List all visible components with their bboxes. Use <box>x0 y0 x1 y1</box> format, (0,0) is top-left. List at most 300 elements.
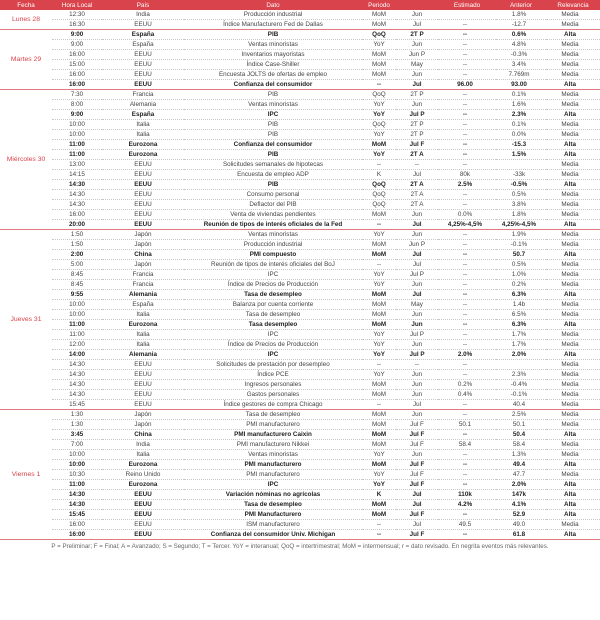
cell-relevancia: Media <box>546 130 600 140</box>
table-row <box>0 80 600 90</box>
cell-pais: España <box>102 30 184 40</box>
cell-anterior: 1.0% <box>496 270 546 280</box>
cell-estimado: -- <box>438 260 496 270</box>
cell-pais: Italia <box>102 340 184 350</box>
cell-hora: 10:30 <box>52 470 102 480</box>
cell-estimado: -- <box>438 160 496 170</box>
cell-dato: PIB <box>184 30 362 40</box>
cell-hora: 1:30 <box>52 410 102 420</box>
table-row <box>0 170 600 180</box>
cell-periodo-2: 2T P <box>396 30 438 40</box>
cell-dato: Encuesta JOLTS de ofertas de empleo <box>184 70 362 80</box>
cell-relevancia: Media <box>546 520 600 530</box>
cell-periodo-2: 2T A <box>396 180 438 190</box>
cell-pais: EEUU <box>102 50 184 60</box>
cell-periodo: -- <box>362 80 396 90</box>
cell-anterior: 50.7 <box>496 250 546 260</box>
cell-estimado: -- <box>438 200 496 210</box>
cell-pais: EEUU <box>102 200 184 210</box>
table-row <box>0 10 600 20</box>
table-row <box>0 420 600 430</box>
cell-hora: 8:00 <box>52 100 102 110</box>
cell-relevancia: Media <box>546 310 600 320</box>
cell-periodo: QoQ <box>362 180 396 190</box>
table-row <box>0 340 600 350</box>
cell-periodo: YoY <box>362 340 396 350</box>
table-row <box>0 370 600 380</box>
cell-dato: PMI manufacturero <box>184 420 362 430</box>
cell-estimado: -- <box>438 290 496 300</box>
cell-pais: Eurozona <box>102 320 184 330</box>
cell-dato: ISM manufacturero <box>184 520 362 530</box>
cell-pais: EEUU <box>102 170 184 180</box>
cell-pais: EEUU <box>102 370 184 380</box>
cell-pais: Reino Unido <box>102 470 184 480</box>
cell-periodo: MoM <box>362 430 396 440</box>
cell-anterior: 61.8 <box>496 530 546 540</box>
table-row <box>0 500 600 510</box>
cell-pais: Eurozona <box>102 150 184 160</box>
cell-periodo-2: Jun <box>396 70 438 80</box>
table-row <box>0 280 600 290</box>
cell-periodo: YoY <box>362 130 396 140</box>
cell-hora: 12:30 <box>52 10 102 20</box>
cell-periodo: YoY <box>362 100 396 110</box>
cell-hora: 16:00 <box>52 530 102 540</box>
cell-hora: 9:55 <box>52 290 102 300</box>
cell-relevancia: Media <box>546 340 600 350</box>
cell-pais: India <box>102 440 184 450</box>
cell-anterior: 1.4b <box>496 300 546 310</box>
footnote: P = Preliminar; F = Final; A = Avanzado; S = Segundo; T = Tercer. YoY = interanual; QoQ = intertrimestral; MoM = intermensual; r = dato revisado. En negrita eventos más relevantes. <box>51 543 549 550</box>
cell-periodo-2: Jul P <box>396 330 438 340</box>
cell-anterior: 1.7% <box>496 330 546 340</box>
cell-dato: Ingresos personales <box>184 380 362 390</box>
cell-anterior: 49.4 <box>496 460 546 470</box>
table-row <box>0 190 600 200</box>
cell-dato: PMI manufacturero Nikkei <box>184 440 362 450</box>
cell-periodo-2: Jul <box>396 520 438 530</box>
cell-estimado: 50.1 <box>438 420 496 430</box>
cell-estimado: -- <box>438 60 496 70</box>
cell-periodo-2: Jul <box>396 80 438 90</box>
table-row <box>0 440 600 450</box>
cell-estimado: 0.0% <box>438 210 496 220</box>
cell-dato: Deflactor del PIB <box>184 200 362 210</box>
cell-hora: 9:00 <box>52 40 102 50</box>
cell-anterior: 147k <box>496 490 546 500</box>
cell-anterior: 2.0% <box>496 350 546 360</box>
cell-pais: EEUU <box>102 190 184 200</box>
cell-anterior: 6.5% <box>496 310 546 320</box>
cell-hora: 16:00 <box>52 520 102 530</box>
cell-periodo: YoY <box>362 270 396 280</box>
cell-pais: Italia <box>102 120 184 130</box>
cell-pais: España <box>102 110 184 120</box>
cell-hora: 10:00 <box>52 460 102 470</box>
cell-periodo-2: Jul <box>396 490 438 500</box>
cell-dato: Venta de viviendas pendientes <box>184 210 362 220</box>
cell-estimado: -- <box>438 310 496 320</box>
cell-hora: 15:45 <box>52 510 102 520</box>
cell-hora: 10:00 <box>52 450 102 460</box>
cell-relevancia: Alta <box>546 510 600 520</box>
cell-pais: Italia <box>102 310 184 320</box>
table-row <box>0 520 600 530</box>
cell-hora: 14:30 <box>52 500 102 510</box>
table-row <box>0 360 600 370</box>
cell-anterior: 50.1 <box>496 420 546 430</box>
header-fecha: Fecha <box>0 0 52 10</box>
cell-pais: EEUU <box>102 530 184 540</box>
cell-pais: China <box>102 430 184 440</box>
cell-pais: Italia <box>102 130 184 140</box>
cell-anterior: -0.1% <box>496 390 546 400</box>
cell-periodo-2: Jun P <box>396 50 438 60</box>
cell-dato: PMI compuesto <box>184 250 362 260</box>
cell-anterior: 1.7% <box>496 340 546 350</box>
cell-estimado: 110k <box>438 490 496 500</box>
cell-relevancia: Media <box>546 450 600 460</box>
cell-periodo: MoM <box>362 380 396 390</box>
cell-relevancia: Alta <box>546 110 600 120</box>
cell-estimado: 80k <box>438 170 496 180</box>
cell-hora: 14:30 <box>52 380 102 390</box>
cell-periodo: MoM <box>362 440 396 450</box>
cell-relevancia: Media <box>546 120 600 130</box>
cell-periodo: MoM <box>362 390 396 400</box>
cell-estimado: -- <box>438 140 496 150</box>
cell-hora: 14:15 <box>52 170 102 180</box>
cell-relevancia: Alta <box>546 460 600 470</box>
cell-estimado: -- <box>438 270 496 280</box>
cell-periodo-2: 2T A <box>396 150 438 160</box>
cell-pais: Alemania <box>102 100 184 110</box>
header-relevancia: Relevancia <box>546 0 600 10</box>
cell-hora: 1:50 <box>52 230 102 240</box>
cell-periodo-2: Jul F <box>396 430 438 440</box>
cell-periodo-2: Jun <box>396 310 438 320</box>
cell-anterior: 50.4 <box>496 430 546 440</box>
table-row <box>0 410 600 420</box>
cell-estimado: 4,25%-4,5% <box>438 220 496 230</box>
cell-periodo-2: 2T P <box>396 90 438 100</box>
cell-estimado: 49.5 <box>438 520 496 530</box>
cell-periodo-2: Jun P <box>396 240 438 250</box>
cell-periodo-2: -- <box>396 160 438 170</box>
cell-dato: Confianza del consumidor <box>184 80 362 90</box>
cell-anterior: -0.1% <box>496 240 546 250</box>
cell-pais: Alemania <box>102 290 184 300</box>
cell-hora: 9:00 <box>52 110 102 120</box>
cell-estimado: -- <box>438 510 496 520</box>
cell-dato: Confianza del consumidor <box>184 140 362 150</box>
cell-pais: EEUU <box>102 60 184 70</box>
table-row <box>0 50 600 60</box>
cell-estimado: -- <box>438 240 496 250</box>
cell-periodo-2: 2T A <box>396 200 438 210</box>
cell-dato: PMI Manufacturero <box>184 510 362 520</box>
table-row <box>0 260 600 270</box>
header-hora: Hora Local <box>52 0 102 10</box>
table-row <box>0 490 600 500</box>
cell-anterior: 47.7 <box>496 470 546 480</box>
cell-estimado: 0.2% <box>438 380 496 390</box>
cell-periodo-2: Jul <box>396 500 438 510</box>
table-row <box>0 150 600 160</box>
cell-anterior: 49.0 <box>496 520 546 530</box>
cell-dato: Índice de Precios de Producción <box>184 280 362 290</box>
cell-relevancia: Media <box>546 260 600 270</box>
cell-anterior: 0.1% <box>496 120 546 130</box>
cell-estimado: -- <box>438 120 496 130</box>
table-row <box>0 460 600 470</box>
cell-periodo-2: Jun <box>396 280 438 290</box>
cell-relevancia: Media <box>546 440 600 450</box>
cell-estimado: -- <box>438 250 496 260</box>
cell-anterior: 6.3% <box>496 290 546 300</box>
table-row <box>0 180 600 190</box>
header-dato: Dato <box>184 0 362 10</box>
cell-periodo-2: Jul <box>396 170 438 180</box>
table-row <box>0 330 600 340</box>
cell-periodo: MoM <box>362 70 396 80</box>
cell-periodo-2: Jun <box>396 100 438 110</box>
cell-dato: Solicitudes semanales de hipotecas <box>184 160 362 170</box>
cell-relevancia: Alta <box>546 530 600 540</box>
cell-relevancia: Media <box>546 470 600 480</box>
cell-dato: Inventarios mayoristas <box>184 50 362 60</box>
cell-relevancia: Media <box>546 70 600 80</box>
cell-anterior: -0.5% <box>496 180 546 190</box>
cell-hora: 7:30 <box>52 90 102 100</box>
cell-periodo-2: Jul F <box>396 440 438 450</box>
cell-relevancia: Alta <box>546 350 600 360</box>
cell-relevancia: Alta <box>546 500 600 510</box>
cell-pais: EEUU <box>102 380 184 390</box>
table-row <box>0 90 600 100</box>
cell-hora: 11:00 <box>52 150 102 160</box>
cell-periodo: -- <box>362 220 396 230</box>
cell-relevancia: Media <box>546 360 600 370</box>
cell-periodo: YoY <box>362 150 396 160</box>
cell-estimado: -- <box>438 530 496 540</box>
cell-dato: PIB <box>184 130 362 140</box>
cell-relevancia: Alta <box>546 320 600 330</box>
cell-periodo-2: Jul <box>396 400 438 410</box>
cell-anterior: 7.769m <box>496 70 546 80</box>
cell-relevancia: Media <box>546 330 600 340</box>
cell-anterior: 1.9% <box>496 230 546 240</box>
cell-relevancia: Media <box>546 270 600 280</box>
cell-periodo: MoM <box>362 20 396 30</box>
table-row <box>0 140 600 150</box>
cell-dato: Confianza del consumidor Univ. Michigan <box>184 530 362 540</box>
table-row <box>0 470 600 480</box>
table-row <box>0 480 600 490</box>
table-row <box>0 450 600 460</box>
cell-estimado: 4.2% <box>438 500 496 510</box>
cell-periodo-2: Jun <box>396 230 438 240</box>
cell-hora: 16:00 <box>52 210 102 220</box>
cell-hora: 14:30 <box>52 390 102 400</box>
cell-relevancia: Media <box>546 200 600 210</box>
cell-dato: Tasa de desempleo <box>184 500 362 510</box>
cell-anterior: 1.5% <box>496 150 546 160</box>
cell-periodo-2: Jun <box>396 10 438 20</box>
cell-dato: Solicitudes de prestación por desempleo <box>184 360 362 370</box>
header-anterior: Anterior <box>496 0 546 10</box>
cell-periodo-2: -- <box>396 360 438 370</box>
cell-periodo: -- <box>362 260 396 270</box>
table-row <box>0 530 600 540</box>
cell-relevancia: Media <box>546 60 600 70</box>
cell-periodo-2: Jun <box>396 450 438 460</box>
cell-estimado: -- <box>438 400 496 410</box>
cell-pais: Francia <box>102 90 184 100</box>
cell-relevancia: Media <box>546 100 600 110</box>
table-row <box>0 250 600 260</box>
cell-dato: Ventas minoristas <box>184 450 362 460</box>
cell-periodo-2: Jul P <box>396 350 438 360</box>
cell-periodo: MoM <box>362 420 396 430</box>
cell-pais: Eurozona <box>102 140 184 150</box>
cell-pais: EEUU <box>102 400 184 410</box>
cell-hora: 14:00 <box>52 350 102 360</box>
cell-estimado: -- <box>438 130 496 140</box>
cell-hora: 7:00 <box>52 440 102 450</box>
table-row <box>0 40 600 50</box>
cell-dato: Gastos personales <box>184 390 362 400</box>
cell-dato: Tasa de desempleo <box>184 290 362 300</box>
cell-periodo-2: Jun <box>396 40 438 50</box>
cell-periodo-2: Jun <box>396 320 438 330</box>
cell-periodo-2: Jul F <box>396 510 438 520</box>
cell-periodo-2: Jul <box>396 250 438 260</box>
cell-estimado <box>438 10 496 20</box>
cell-dato: PMI manufacturero Caixin <box>184 430 362 440</box>
cell-relevancia: Media <box>546 400 600 410</box>
cell-periodo-2: Jul P <box>396 270 438 280</box>
cell-relevancia: Media <box>546 210 600 220</box>
cell-periodo: MoM <box>362 300 396 310</box>
cell-pais: Japón <box>102 240 184 250</box>
cell-anterior: 1.6% <box>496 100 546 110</box>
header-row <box>0 0 600 10</box>
cell-pais: EEUU <box>102 220 184 230</box>
cell-pais: Japón <box>102 230 184 240</box>
cell-periodo: QoQ <box>362 90 396 100</box>
cell-dato: IPC <box>184 330 362 340</box>
cell-anterior: -33k <box>496 170 546 180</box>
cell-periodo: MoM <box>362 240 396 250</box>
cell-periodo: YoY <box>362 470 396 480</box>
cell-periodo-2: Jul <box>396 220 438 230</box>
cell-estimado: -- <box>438 30 496 40</box>
cell-pais: EEUU <box>102 500 184 510</box>
cell-hora: 14:30 <box>52 360 102 370</box>
cell-estimado: -- <box>438 20 496 30</box>
cell-dato: Reunión de tipos de interés oficiales del BoJ <box>184 260 362 270</box>
cell-periodo-2: Jul F <box>396 470 438 480</box>
cell-periodo-2: 2T P <box>396 130 438 140</box>
cell-anterior: 40.4 <box>496 400 546 410</box>
cell-dato: Ventas minoristas <box>184 230 362 240</box>
cell-dato: PIB <box>184 90 362 100</box>
cell-hora: 10:00 <box>52 310 102 320</box>
cell-periodo: MoM <box>362 310 396 320</box>
cell-periodo-2: May <box>396 300 438 310</box>
cell-relevancia: Media <box>546 300 600 310</box>
table-row <box>0 380 600 390</box>
cell-pais: Japón <box>102 260 184 270</box>
cell-anterior: 0.6% <box>496 30 546 40</box>
cell-pais: EEUU <box>102 360 184 370</box>
cell-hora: 16:30 <box>52 20 102 30</box>
cell-anterior: 2.0% <box>496 480 546 490</box>
cell-anterior: 2.5% <box>496 410 546 420</box>
cell-periodo: YoY <box>362 480 396 490</box>
cell-periodo-2: Jul <box>396 20 438 30</box>
cell-pais: Francia <box>102 270 184 280</box>
cell-relevancia: Media <box>546 230 600 240</box>
cell-anterior: -15.3 <box>496 140 546 150</box>
cell-estimado: -- <box>438 70 496 80</box>
cell-hora: 14:30 <box>52 370 102 380</box>
cell-anterior: 2.3% <box>496 110 546 120</box>
cell-pais: EEUU <box>102 520 184 530</box>
cell-estimado: -- <box>438 430 496 440</box>
table-row <box>0 230 600 240</box>
cell-periodo-2: Jul <box>396 290 438 300</box>
cell-dato: PIB <box>184 180 362 190</box>
cell-pais: Italia <box>102 450 184 460</box>
cell-anterior: 58.4 <box>496 440 546 450</box>
cell-hora: 11:00 <box>52 330 102 340</box>
cell-periodo: -- <box>362 360 396 370</box>
cell-periodo: MoM <box>362 250 396 260</box>
cell-hora: 11:00 <box>52 320 102 330</box>
cell-periodo-2: Jul F <box>396 480 438 490</box>
table-row <box>0 290 600 300</box>
cell-relevancia: Alta <box>546 480 600 490</box>
table-row <box>0 270 600 280</box>
cell-anterior: 1.8% <box>496 10 546 20</box>
day-label: Miércoles 30 <box>0 90 52 230</box>
cell-dato: Reunión de tipos de interés oficiales de la Fed <box>184 220 362 230</box>
cell-pais: India <box>102 10 184 20</box>
table-row <box>0 120 600 130</box>
cell-dato: Ventas minoristas <box>184 40 362 50</box>
table-row <box>0 350 600 360</box>
cell-relevancia: Media <box>546 90 600 100</box>
cell-estimado: -- <box>438 410 496 420</box>
cell-hora: 1:50 <box>52 240 102 250</box>
cell-anterior: 52.9 <box>496 510 546 520</box>
cell-dato: Consumo personal <box>184 190 362 200</box>
cell-relevancia: Alta <box>546 150 600 160</box>
table-row <box>0 210 600 220</box>
cell-pais: EEUU <box>102 70 184 80</box>
cell-hora: 2:00 <box>52 250 102 260</box>
cell-pais: EEUU <box>102 80 184 90</box>
day-label: Lunes 28 <box>0 10 52 30</box>
table-row <box>0 160 600 170</box>
cell-anterior: 4.8% <box>496 40 546 50</box>
cell-periodo-2: Jun <box>396 380 438 390</box>
table-row <box>0 320 600 330</box>
cell-periodo-2: Jun <box>396 210 438 220</box>
